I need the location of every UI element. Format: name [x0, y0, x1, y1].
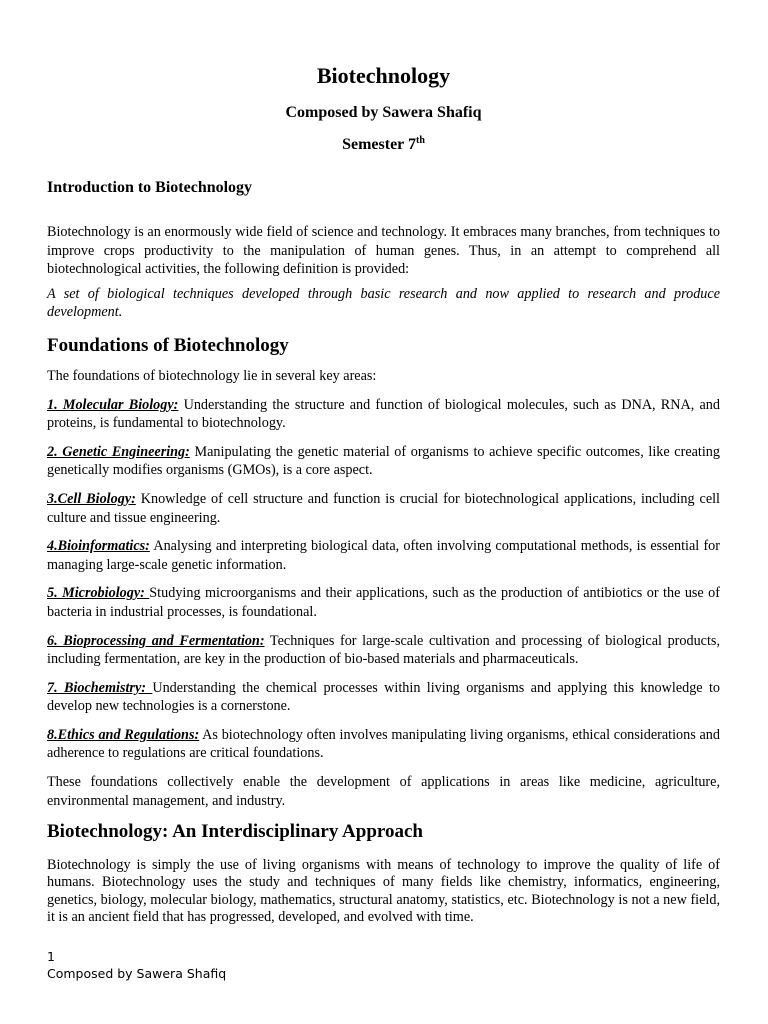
foundation-item: [47, 726, 720, 763]
interdisciplinary-heading: Biotechnology: An Interdisciplinary Approach: [47, 821, 424, 843]
foundation-item: [47, 537, 720, 574]
foundation-term: 6. Bioprocessing and Fermentation:: [47, 632, 265, 649]
foundation-term: 2. Genetic Engineering:: [47, 443, 190, 460]
foundation-term: 1. Molecular Biology:: [47, 396, 179, 413]
foundation-item: [47, 396, 720, 433]
foundation-term: 7. Biochemistry:: [47, 679, 153, 696]
foundation-term: 4.Bioinformatics:: [47, 538, 150, 555]
foundation-text: Studying microorganisms and their applications, such as the production of antibiotics or the use of bacteria in industrial processes, is foundational.: [47, 585, 721, 620]
foundation-item: [47, 584, 720, 621]
foundation-term: 8.Ethics and Regulations:: [47, 726, 200, 743]
foundations-lead: The foundations of biotechnology lie in several key areas:: [47, 367, 377, 384]
intro-heading: Introduction to Biotechnology: [47, 179, 253, 196]
footer-author: Composed by Sawera Shafiq: [47, 966, 227, 981]
foundation-text: Manipulating the genetic material of organisms to achieve specific outcomes, like creating genetically modifies organisms (GMOs), is a core aspect.: [47, 443, 720, 479]
document-title: Biotechnology: [316, 63, 451, 88]
page-number: 1: [47, 949, 55, 964]
foundation-text: As biotechnology often involves manipulating living organisms, ethical considerations and adherence to regulations are critical foundations.: [47, 726, 720, 762]
foundation-text: Analysing and interpreting biological data, often involving computational methods, is essential for managing large-scale genetic information.: [47, 538, 720, 573]
foundation-item: [47, 632, 720, 669]
foundations-summary: These foundations collectively enable the development of applications in areas like medicine, agriculture, environmental management, and industry.: [47, 774, 720, 809]
semester-superscript: th: [416, 135, 425, 146]
foundation-term: 5. Microbiology:: [47, 585, 150, 602]
definition-paragraph: A set of biological techniques developed through basic research and now applied to research and produce development.: [47, 285, 720, 321]
foundation-item: [47, 490, 720, 527]
foundation-text: Knowledge of cell structure and function is crucial for biotechnological applications, including cell culture and tissue engineering.: [47, 490, 721, 526]
intro-paragraph: Biotechnology is an enormously wide field of science and technology. It embraces many branches, from techniques to improve crops productivity to the manipulation of human genes. Thus, in an attempt to comprehend all biotechnological activities, the following definition is provided:: [47, 224, 720, 278]
semester-text: Semester 7: [342, 136, 416, 153]
foundations-heading: Foundations of Biotechnology: [47, 334, 289, 356]
foundation-text: Understanding the chemical processes within living organisms and applying this knowledge to develop new technologies is a cornerstone.: [47, 679, 720, 715]
foundation-item: [47, 443, 720, 480]
foundation-text: Techniques for large-scale cultivation and processing of biological products, including fermentation, are key in the production of bio-based materials and pharmaceuticals.: [47, 632, 720, 668]
page-content: [47, 56, 720, 926]
page-footer: [47, 948, 226, 982]
document-subtitle: Composed by Sawera Shafiq: [285, 104, 482, 121]
semester-line: [47, 135, 720, 155]
foundation-text: Understanding the structure and function of biological molecules, such as DNA, RNA, and proteins, is fundamental to biotechnology.: [47, 396, 720, 432]
interdisciplinary-paragraph: Biotechnology is simply the use of living organisms with means of technology to improve the quality of life of humans. Biotechnology uses the study and techniques of many fields like chemistry, informatics, engineering, genetics, biology, molecular biology, mathematics, structural anatomy, statistics, etc. Biotechnology is not a new field, it is an ancient field that has progressed, developed, and evolved with time.: [47, 857, 720, 925]
foundation-term: 3.Cell Biology:: [47, 490, 136, 507]
foundation-item: [47, 679, 720, 716]
